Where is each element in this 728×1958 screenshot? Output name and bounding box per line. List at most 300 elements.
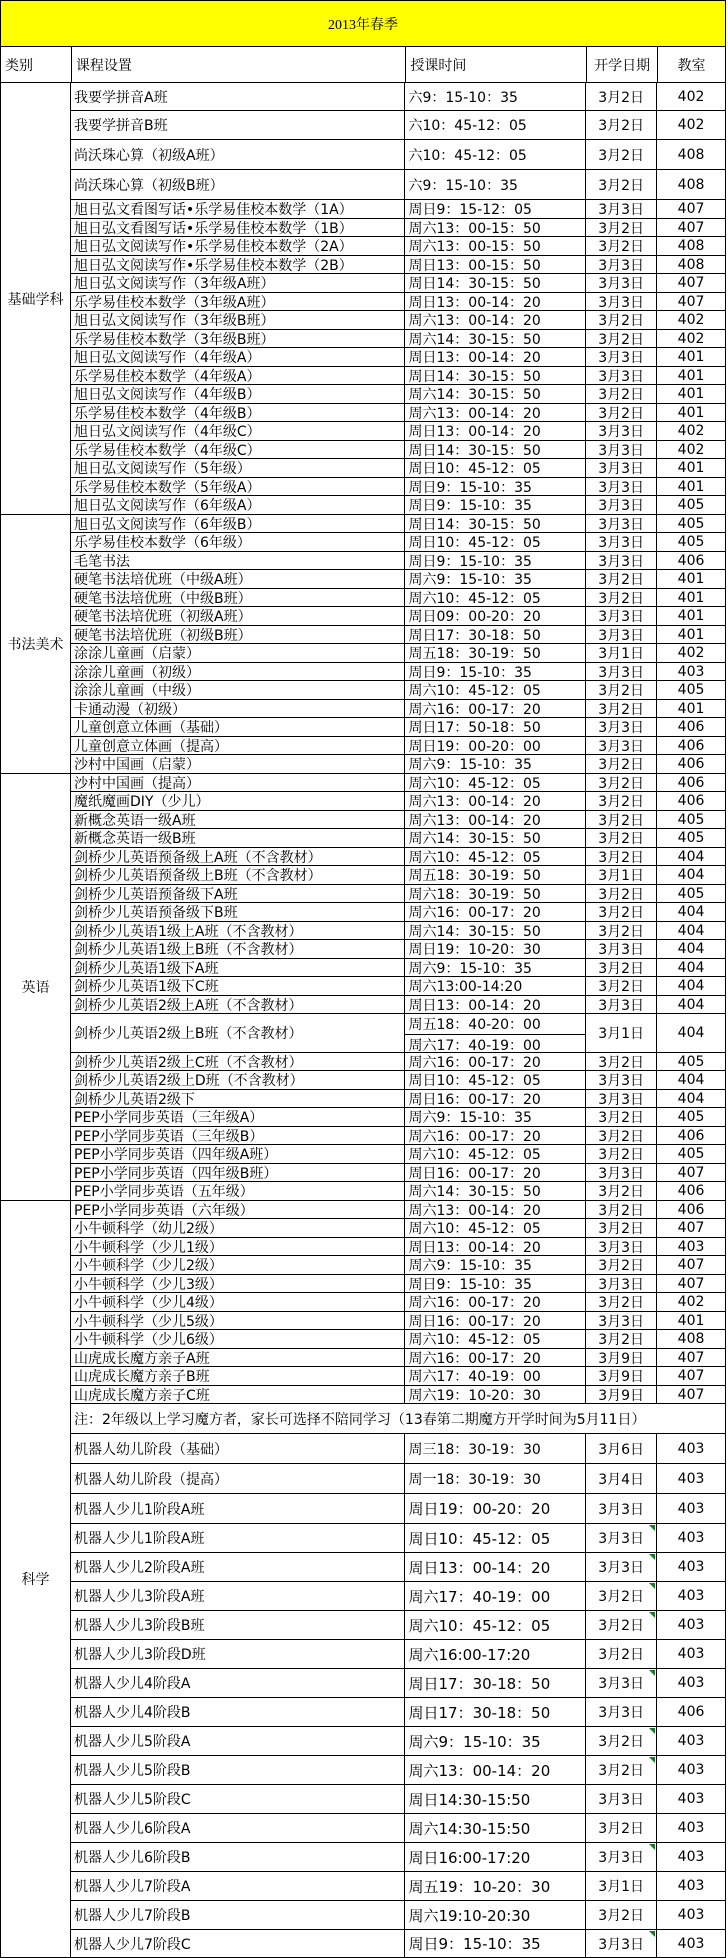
class-time: 周日16:00-17:20 [405,1843,586,1871]
classroom: 406 [677,737,705,754]
start-date: 3月2日 [586,829,657,847]
classroom: 401 [677,626,705,643]
class-time: 周六14：30-15：50 [405,1182,586,1200]
class-time: 周六17：40-19：00 [405,1582,586,1610]
classroom: 402 [677,645,705,661]
course-name: 机器人少儿1阶段A班 [71,1494,405,1523]
course-name: 剑桥少儿英语预备级上A班（不含教材） [71,848,405,865]
table-row [71,293,726,311]
classroom: 403 [677,1500,705,1517]
classroom: 403 [677,1675,705,1691]
course-name: 乐学易佳校本数学（4年级B） [71,404,405,421]
class-time: 周日9：15-10：35 [405,663,586,680]
start-date: 3月2日 [586,1814,657,1842]
start-date: 3月2日 [586,1727,657,1755]
start-date: 3月2日 [586,1219,657,1237]
course-name: 机器人幼儿阶段（基础） [71,1434,405,1463]
table-row [71,1494,726,1524]
class-time: 周六16：00-17：20 [405,1053,586,1070]
start-date: 3月2日 [586,1108,657,1126]
table-row [71,83,726,111]
class-time: 周日16：00-17：20 [405,1312,586,1329]
table-row [71,1524,726,1553]
start-date: 3月3日 [586,348,657,366]
start-date: 3月2日 [586,885,657,902]
classroom: 402 [677,423,705,439]
start-date: 3月2日 [586,237,657,255]
start-date: 3月3日 [586,940,657,958]
course-name: PEP小学同步英语（五年级） [71,1182,405,1200]
course-name: 小牛顿科学（少儿6级） [71,1330,405,1348]
course-name: 剑桥少儿英语1级上B班（不含教材） [71,940,405,958]
header-time: 授课时间 [406,47,587,82]
course-name: 机器人少儿1阶段A班 [71,1524,405,1552]
class-time: 周日13：00-14：20 [405,422,586,440]
table-row [71,237,726,256]
classroom: 406 [677,719,705,735]
class-time: 周六16：00-17：20 [405,1127,586,1144]
course-rows [71,83,726,1958]
table-row [71,140,726,170]
start-date: 3月2日 [586,1201,657,1218]
start-date: 3月2日 [586,170,657,199]
start-date: 3月2日 [586,570,657,588]
class-time: 周六9：15-10：35 [405,959,586,976]
table-row [71,1164,726,1182]
class-time: 六10：45-12：05 [405,140,586,169]
course-name: PEP小学同步英语（四年级A班） [71,1145,405,1163]
start-date: 3月3日 [586,1785,657,1813]
start-date: 3月2日 [586,903,657,921]
start-date: 3月3日 [586,459,657,477]
table-row [71,311,726,330]
table-row [71,1127,726,1145]
course-name: 小牛顿科学（少儿3级） [71,1275,405,1292]
course-name: 乐学易佳校本数学（6年级） [71,533,405,551]
classroom: 405 [677,534,705,550]
course-name: PEP小学同步英语（六年级） [71,1201,405,1218]
class-time: 周日9：15-10：35 [405,496,586,514]
start-date: 3月2日 [586,792,657,810]
start-date: 3月1日 [586,644,657,662]
table-row [71,1611,726,1640]
table-row [71,1145,726,1164]
classroom: 403 [677,1791,705,1807]
table-row [71,922,726,940]
course-name: 毛笔书法 [71,552,405,569]
course-name: 机器人少儿7阶段B [71,1901,405,1929]
course-name: 剑桥少儿英语2级上D班（不含教材） [71,1071,405,1089]
start-date: 3月2日 [586,1756,657,1784]
classroom: 403 [677,1588,705,1604]
table-row [71,1386,726,1404]
class-time: 周日13：00-14：20 [405,1238,586,1255]
table-row [71,1182,726,1201]
class-time: 周六14：30-15：50 [405,385,586,403]
classroom: 403 [677,1530,705,1546]
classroom: 406 [677,793,705,809]
category-cell: 科学 [0,1201,71,1958]
table-row [71,774,726,792]
course-name: 机器人少儿4阶段A [71,1669,405,1697]
start-date: 3月2日 [586,1640,657,1668]
course-name: 旭日弘文看图写话•乐学易佳校本数学（1A） [71,200,405,218]
classroom: 404 [677,996,705,1013]
start-date: 3月2日 [586,922,657,939]
table-row [71,422,726,441]
class-time: 周日13：00-14：20 [405,348,586,366]
class-time: 周五18：30-19：50 [405,644,586,662]
classroom: 401 [677,608,705,624]
start-date: 3月3日 [586,1524,657,1552]
table-row [71,1053,726,1071]
class-time: 周六14：30-15：50 [405,829,586,847]
classroom: 404 [677,1025,705,1041]
note-row: 注：2年级以上学习魔方者，家长可选择不陪同学习（13春第二期魔方开学时间为5月11日） [71,1404,726,1434]
class-time: 周六16：00-17：20 [405,1293,586,1311]
table-row [71,1901,726,1930]
class-time: 周六10：45-12：05 [405,1611,586,1639]
classroom: 403 [677,1907,705,1923]
class-time: 周日17：30-18：50 [405,626,586,643]
classroom: 401 [677,460,705,476]
start-date: 3月1日 [586,1872,657,1900]
classroom: 402 [677,88,705,105]
class-time: 周日19：10-20：30 [405,940,586,958]
class-time: 周日14:30-15:50 [405,1785,586,1813]
start-date: 3月3日 [586,718,657,736]
course-name: 山虎成长魔方亲子A班 [71,1349,405,1366]
class-time: 周六10：45-12：05 [405,1330,586,1348]
header-category: 类别 [1,47,72,82]
course-name: 机器人少儿3阶段A班 [71,1582,405,1610]
table-row [71,1464,726,1494]
course-name: 机器人少儿6阶段A [71,1814,405,1842]
category-cell: 书法美术 [0,515,71,774]
table-row [71,626,726,644]
class-time: 周日19：00-20：20 [405,1494,586,1523]
classroom: 408 [677,176,705,193]
course-name: 小牛顿科学（少儿1级） [71,1238,405,1255]
table-row [71,1293,726,1312]
course-name: 旭日弘文阅读写作（4年级A） [71,348,405,366]
course-name: 沙村中国画（启蒙） [71,755,405,773]
table-row [71,478,726,496]
classroom: 403 [677,1820,705,1836]
class-time: 周日09：00-20：20 [405,607,586,625]
classroom: 404 [677,1090,705,1107]
start-date: 3月2日 [586,404,657,421]
table-row [71,589,726,607]
table-row [71,1256,726,1275]
category-cell: 基础学科 [0,83,71,515]
classroom: 401 [677,700,705,717]
class-time: 周日19：00-20：00 [405,737,586,754]
classroom: 401 [677,367,705,384]
course-name: 旭日弘文阅读写作（3年级B班） [71,311,405,329]
classroom: 401 [677,478,705,495]
course-name: 机器人少儿2阶段A班 [71,1553,405,1581]
classroom: 404 [677,904,705,920]
table-row [71,200,726,219]
classroom: 403 [677,663,705,680]
classroom: 401 [677,404,705,421]
course-name: 旭日弘文阅读写作（4年级B） [71,385,405,403]
class-time [405,1014,586,1052]
classroom: 407 [677,1386,705,1403]
start-date: 3月3日 [586,274,657,292]
start-date: 3月3日 [586,256,657,273]
table-row [71,170,726,200]
table-row [71,1275,726,1293]
classroom: 405 [677,885,705,902]
table-row [71,570,726,589]
class-time: 周六13：00-15：50 [405,237,586,255]
class-time: 周六13：00-14：20 [405,1201,586,1218]
table-row [71,755,726,774]
table-row [71,552,726,570]
classroom: 403 [677,1238,705,1255]
table-row [71,700,726,718]
table-row [71,515,726,533]
classroom: 406 [677,1127,705,1144]
course-name: 旭日弘文阅读写作（4年级C） [71,422,405,440]
start-date: 3月2日 [586,1611,657,1639]
start-date: 3月3日 [586,607,657,625]
classroom: 407 [677,219,705,236]
course-name: 旭日弘文阅读写作•乐学易佳校本数学（2B） [71,256,405,273]
class-time: 六9：15-10：35 [405,83,586,110]
classroom: 402 [677,1294,705,1310]
class-time: 周六9：15-10：35 [405,570,586,588]
table-row [71,348,726,367]
classroom: 408 [677,1331,705,1347]
table-row [71,274,726,293]
classroom: 401 [677,571,705,587]
sheet-title: 2013年春季 [0,0,726,47]
table-row [71,737,726,755]
course-name: 剑桥少儿英语2级上B班（不含教材） [71,1014,405,1052]
table-row [71,607,726,626]
class-time: 六9：15-10：35 [405,170,586,199]
course-name: PEP小学同步英语（四年级B班） [71,1164,405,1181]
start-date: 3月2日 [586,330,657,347]
class-time: 周六13：00-14：20 [405,311,586,329]
course-name: 旭日弘文阅读写作（6年级B） [71,515,405,532]
table-header [0,47,726,83]
classroom: 406 [677,774,705,791]
classroom: 407 [677,1220,705,1236]
table-row [71,496,726,515]
table-row [71,1367,726,1386]
table-row [71,1582,726,1611]
class-time: 周日13：00-15：50 [405,256,586,273]
class-time: 周六17：40-19：00 [405,1367,586,1385]
class-time: 周六19：10-20：30 [405,1386,586,1403]
classroom: 403 [677,1733,705,1749]
start-date: 3月3日 [586,478,657,495]
classroom: 405 [677,515,705,532]
start-date: 3月2日 [586,848,657,865]
table-row [71,1698,726,1727]
start-date: 3月3日 [586,496,657,514]
start-date: 3月3日 [586,293,657,310]
classroom: 407 [677,293,705,310]
class-time: 周五18：30-19：50 [405,866,586,884]
table-row [71,644,726,663]
classroom: 408 [677,238,705,254]
class-time-first: 周五18：40-20：00 [405,1014,585,1035]
start-date: 3月3日 [586,1553,657,1581]
course-name: 山虎成长魔方亲子C班 [71,1386,405,1403]
class-time: 周日9：15-10：35 [405,1275,586,1292]
start-date: 3月3日 [586,1494,657,1523]
class-time: 周日9：15-10：35 [405,478,586,495]
course-name: 剑桥少儿英语1级上A班（不含教材） [71,922,405,939]
class-time: 周六9：15-10：35 [405,1727,586,1755]
start-date: 3月2日 [586,681,657,699]
start-date: 3月2日 [586,140,657,169]
start-date: 3月3日 [586,1090,657,1107]
start-date: 3月3日 [586,1698,657,1726]
course-name: 小牛顿科学（少儿5级） [71,1312,405,1329]
course-name: 剑桥少儿英语预备级上B班（不含教材） [71,866,405,884]
classroom: 405 [677,811,705,828]
class-time: 周日14：30-15：50 [405,367,586,384]
table-row [71,718,726,737]
class-time: 周六18：30-19：50 [405,885,586,902]
table-row [71,848,726,866]
header-start-date: 开学日期 [587,47,658,82]
table-row [71,996,726,1014]
start-date: 3月2日 [586,1145,657,1163]
start-date: 3月2日 [586,311,657,329]
start-date: 3月3日 [586,1669,657,1697]
start-date: 3月3日 [586,200,657,218]
start-date: 3月2日 [586,959,657,976]
course-name: 我要学拼音A班 [71,83,405,110]
course-name: 机器人少儿6阶段B [71,1843,405,1871]
start-date: 3月2日 [586,1182,657,1200]
classroom: 406 [677,1704,705,1720]
classroom: 402 [677,330,705,347]
start-date: 3月3日 [586,1930,657,1957]
category-cell: 英语 [0,774,71,1201]
class-time: 周五19：10-20：30 [405,1872,586,1900]
class-time: 周六16：00-17：20 [405,1349,586,1366]
table-row [71,1219,726,1238]
table-row [71,1312,726,1330]
course-name: 乐学易佳校本数学（3年级A班） [71,293,405,310]
course-name: 沙村中国画（提高） [71,774,405,791]
course-name: 硬笔书法培优班（初级A班） [71,607,405,625]
classroom: 404 [677,1072,705,1088]
table-row [71,404,726,422]
table-row [71,1669,726,1698]
course-name: 剑桥少儿英语2级下 [71,1090,405,1107]
start-date: 3月9日 [586,1367,657,1385]
course-name: 旭日弘文阅读写作•乐学易佳校本数学（2A） [71,237,405,255]
table-row [71,1071,726,1090]
classroom: 403 [677,1849,705,1865]
class-time: 周六13：00-14：20 [405,792,586,810]
class-time: 周日17：30-18：50 [405,1698,586,1726]
start-date: 3月6日 [586,1434,657,1463]
class-time: 周六13：00-14：20 [405,404,586,421]
start-date: 3月2日 [586,811,657,828]
table-row [71,1238,726,1256]
class-time: 周日10：45-12：05 [405,1524,586,1552]
classroom: 405 [677,497,705,513]
course-name: 机器人少儿3阶段B班 [71,1611,405,1639]
table-row [71,1814,726,1843]
course-name: 涂涂儿童画（初级） [71,663,405,680]
start-date: 3月3日 [586,422,657,440]
start-date: 3月2日 [586,1330,657,1348]
start-date: 3月3日 [586,663,657,680]
start-date: 3月2日 [586,589,657,606]
table-row [71,1843,726,1872]
table-row [71,940,726,959]
classroom: 403 [677,1878,705,1894]
start-date: 3月3日 [586,1843,657,1871]
table-row [71,885,726,903]
table-row [71,977,726,996]
classroom: 408 [677,146,705,163]
class-time: 周日14：30-15：50 [405,274,586,292]
class-time: 周六10：45-12：05 [405,1145,586,1163]
start-date: 3月3日 [586,533,657,551]
course-name: 乐学易佳校本数学（5年级A） [71,478,405,495]
start-date: 3月2日 [586,1127,657,1144]
table-row [71,1090,726,1108]
classroom: 403 [677,1470,705,1487]
classroom: 407 [677,1368,705,1384]
classroom: 403 [677,1646,705,1662]
class-time: 周日13：00-14：20 [405,293,586,310]
start-date: 3月3日 [586,552,657,569]
table-row [71,1349,726,1367]
class-time: 周日10：45-12：05 [405,1071,586,1089]
course-name: 乐学易佳校本数学（3年级B班） [71,330,405,347]
start-date: 3月2日 [586,83,657,110]
start-date: 3月9日 [586,1386,657,1403]
classroom: 405 [677,1146,705,1162]
class-time: 周六14:30-15:50 [405,1814,586,1842]
table-row [71,1553,726,1582]
classroom: 404 [677,848,705,865]
class-time: 周六10：45-12：05 [405,589,586,606]
class-time: 周六19:10-20:30 [405,1901,586,1929]
class-time: 周日17：30-18：50 [405,1669,586,1697]
course-name: 机器人少儿7阶段C [71,1930,405,1957]
start-date: 3月3日 [586,515,657,532]
table-row [71,1201,726,1219]
table-row [71,959,726,977]
start-date: 3月2日 [586,1901,657,1929]
table-row [71,1014,726,1053]
course-name: 新概念英语一级B班 [71,829,405,847]
class-time: 周日13：00-14：20 [405,996,586,1013]
course-name: 硬笔书法培优班（中级A班） [71,570,405,588]
course-name: 机器人少儿4阶段B [71,1698,405,1726]
course-name: 硬笔书法培优班（中级B班） [71,589,405,606]
table-row [71,866,726,885]
classroom: 406 [677,756,705,772]
classroom: 408 [677,256,705,273]
course-name: 小牛顿科学（幼儿2级） [71,1219,405,1237]
course-name: 尚沃珠心算（初级A班） [71,140,405,169]
